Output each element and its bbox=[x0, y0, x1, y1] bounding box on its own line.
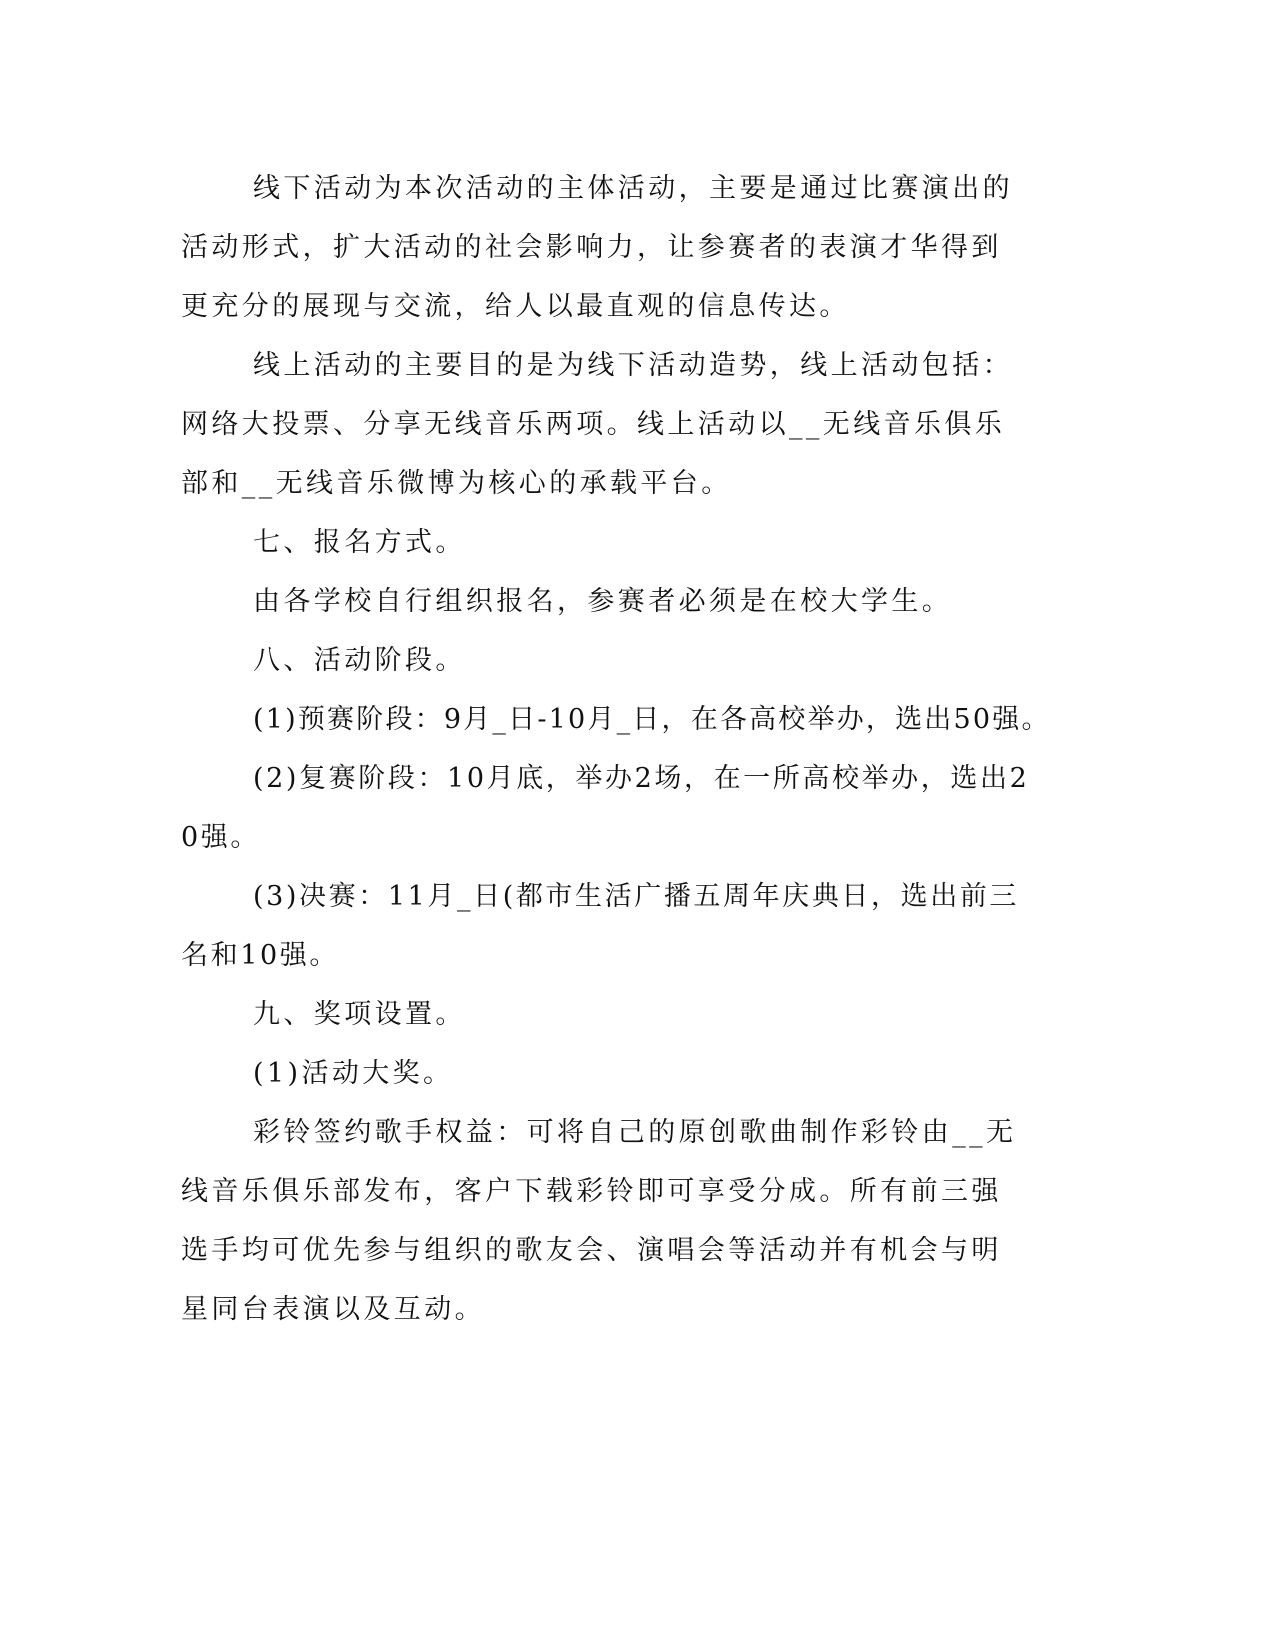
paragraph-ringtone-rights: 彩铃签约歌手权益：可将自己的原创歌曲制作彩铃由__无线音乐俱乐部发布，客户下载彩铃即可享受分成。所有前三强选手均可优先参与组织的歌友会、演唱会等活动并有机会与明星同台表演以及互动。 bbox=[181, 1117, 1017, 1325]
heading-award-settings: 九、奖项设置。 bbox=[253, 999, 466, 1030]
heading-registration-method: 七、报名方式。 bbox=[253, 527, 466, 558]
paragraph-online-activity: 线上活动的主要目的是为线下活动造势，线上活动包括：网络大投票、分享无线音乐两项。线上活动以__无线音乐俱乐部和__无线音乐微博为核心的承载平台。 bbox=[181, 350, 1013, 499]
paragraph-stage-preliminary: (1)预赛阶段：9月_日-10月_日，在各高校举办，选出50强。 bbox=[253, 704, 1051, 735]
paragraph-registration-detail: 由各学校自行组织报名，参赛者必须是在校大学生。 bbox=[253, 586, 953, 617]
heading-activity-stages: 八、活动阶段。 bbox=[253, 645, 466, 676]
paragraph-offline-activity: 线下活动为本次活动的主体活动，主要是通过比赛演出的活动形式，扩大活动的社会影响力，让参赛者的表演才华得到更充分的展现与交流，给人以最直观的信息传达。 bbox=[181, 173, 1013, 322]
document-body bbox=[181, 159, 1051, 1339]
heading-grand-prize: (1)活动大奖。 bbox=[253, 1058, 454, 1089]
paragraph-stage-semifinal: (2)复赛阶段：10月底，举办2场，在一所高校举办，选出20强。 bbox=[181, 763, 1030, 853]
paragraph-stage-final: (3)决赛：11月_日(都市生活广播五周年庆典日，选出前三名和10强。 bbox=[181, 881, 1020, 971]
